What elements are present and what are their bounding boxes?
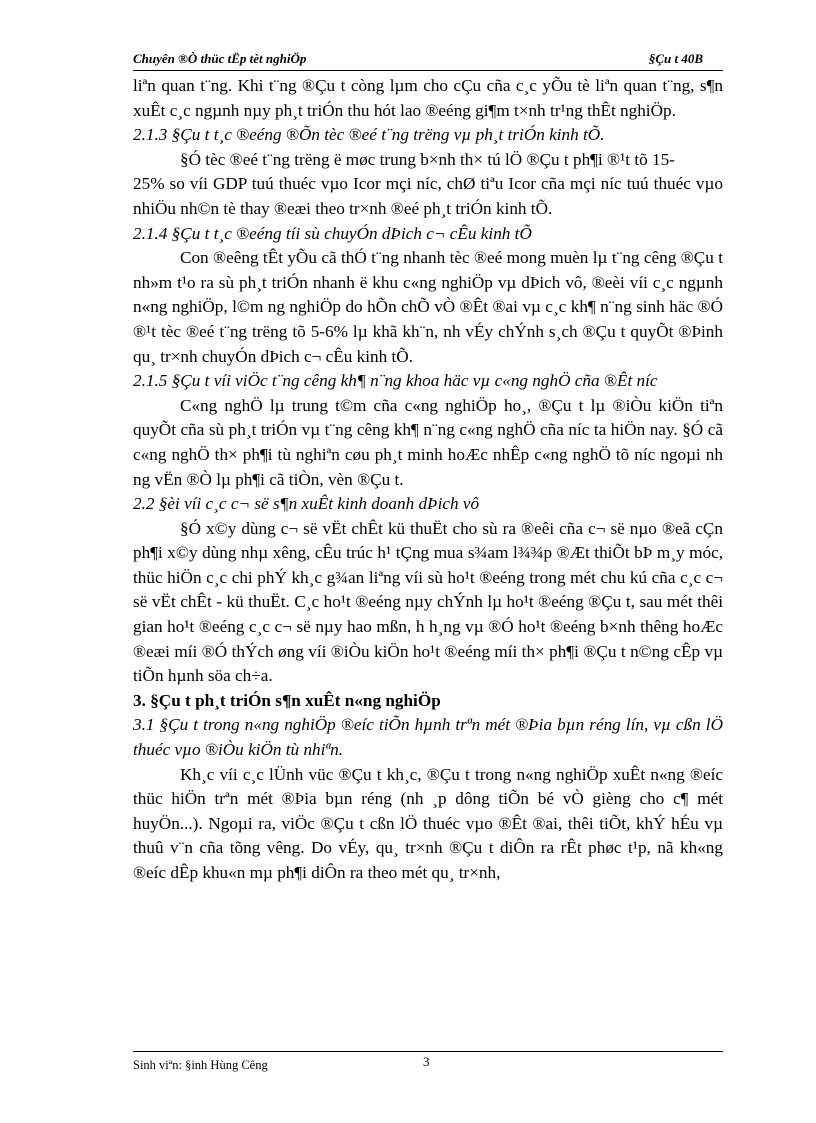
paragraph: 25% so víi GDP tuú thuéc vµo Icor mçi níc, chØ tiªu Icor cña mçi níc tuú thuéc vµo nhiÖu nh©n tè thay ®eæi theo tr×nh ®eé ph¸t triÓn kinh tÕ. [133,174,723,218]
section-heading: 3.1 §Çu t trong n«ng nghiÖp ®eíc tiÕn hµnh trªn mét ®Þia bµn réng lín, vµ cßn lÖ thuéc vµo ®iÒu kiÖn tù nhiªn. [133,715,723,760]
page-header [133,48,723,71]
footer-author: Sinh viªn: §inh Hùng Cêng [133,1058,268,1072]
section-heading: 2.1.3 §Çu t t¸c ®eéng ®Õn tèc ®eé t¨ng trëng vµ ph¸t triÓn kinh tÕ. [133,125,605,145]
paragraph: §Ó x©y dùng c¬ së vËt chÊt kü thuËt cho sù ra ®eêi cña c¬ së nµo ®eã cÇn ph¶i x©y dùng nhµ xêng, cÊu trúc h¹ tÇng mua s¾am l¾¾p ®Æt thiÕt bÞ m¸y móc, thüc hiÖn c¸c chi phÝ kh¸c g¾an liªng víi sù ho¹t ®eéng trong mét chu kú cña c¸c c¬ së vËt chÊt - kü thuËt. C¸c ho¹t ®eéng nµy chÝnh lµ ho¹t ®eéng ®Çu t, sau mét thêi gian ho¹t ®eéng c¸c c¬ së nµy hao mßn, h h¸ng vµ ®Ó ho¹t ®eéng b×nh thêng hoÆc ®eæi míi ®Ó thÝch øng víi ®iÒu kiÖn ho¹t ®eéng míi th× ph¶i ®Çu t n©ng cÊp vµ tiÕn hµnh söa ch÷a. [133,518,723,686]
header-class: §Çu t 40B [648,51,703,66]
section-heading: 2.1.5 §Çu t víi viÖc t¨ng cêng kh¶ n¨ng khoa häc vµ c«ng nghÖ cña ®Êt níc [133,371,658,391]
paragraph: §Ó tèc ®eé t¨ng trëng ë møc trung b×nh th× tú lÖ ®Çu t ph¶i ®¹t tõ 15- [180,149,675,169]
paragraph: Kh¸c víi c¸c lÜnh vüc ®Çu t kh¸c, ®Çu t trong n«ng nghiÖp xuÊt n«ng ®eíc thüc hiÖn trªn mét ®Þia bµn réng (nh ¸p dông tiÕn bé vÒ gièng cho c¶ mét huyÖn...). Ngoµi ra, viÖc ®Çu t cßn lÖ thuéc vµo ®Êt ®ai, thêi tiÕt, khÝ hÉu vµ thuû v¨n cña tõng vêng. Do vÉy, qu¸ tr×nh ®Çu t diÔn ra rÊt phøc t¹p, nã kh«ng ®eíc dÊp khu«n mµ ph¶i diÔn ra theo mét qu¸ tr×nh, [133,764,723,882]
page-body [133,74,723,886]
section-heading: 2.1.4 §Çu t t¸c ®eéng tíi sù chuyÓn dÞich c¬ cÊu kinh tÕ [133,223,532,243]
page-footer [133,1051,723,1073]
paragraph: Con ®eêng tÊt yÕu cã thÓ t¨ng nhanh tèc ®eé mong muèn lµ t¨ng cêng ®Çu t nh»m t¹o ra sù ph¸t triÓn nhanh ë khu c«ng nghiÖp vµ dÞich vô, ®eèi víi c¸c ngµnh n«ng nghiÖp, l©m ng nghiÖp do hÕn chÕ vÒ ®Êt ®ai vµ c¸c kh¶ n¨ng sinh häc ®Ó ®¹t tèc ®eé t¨ng trëng tõ 5-6% lµ khã kh¨n, nh vÉy chÝnh s¸ch ®Çu t quyÕt ®Þinh qu¸ tr×nh chuyÓn dÞich c¬ cÊu kinh tÕ. [133,248,723,366]
chapter-heading: 3. §Çu t ph¸t triÓn s¶n xuÊt n«ng nghiÖp [133,690,441,710]
header-title: Chuyên ®Ò thüc tËp tèt nghiÖp [133,51,307,66]
paragraph: liªn quan t¨ng. Khi t¨ng ®Çu t còng lµm cho cÇu cña c¸c yÕu tè liªn quan t¨ng, s¶n xuÊt c¸c ngµnh nµy ph¸t triÓn thu hót lao ®eéng gi¶m t×nh tr¹ng thÊt nghiÖp. [133,76,723,120]
page-number: 3 [423,1054,430,1069]
section-heading: 2.2 §èi víi c¸c c¬ së s¶n xuÊt kinh doanh dÞich vô [133,494,480,514]
paragraph: C«ng nghÖ lµ trung t©m cña c«ng nghiÖp ho¸, ®Çu t lµ ®iÒu kiÖn tiªn quyÕt cña sù ph¸t triÓn vµ t¨ng cêng kh¶ n¨ng c«ng nghÖ cña níc ta hiÖn nay. §Ó cã c«ng nghÖ th× ph¶i tù nghiªn cøu ph¸t minh hoÆc nhÊp c«ng nghÖ tõ níc ngoµi nh ng vËn ®Ò lµ ph¶i cã tiÒn, vèn ®Çu t. [133,395,723,489]
